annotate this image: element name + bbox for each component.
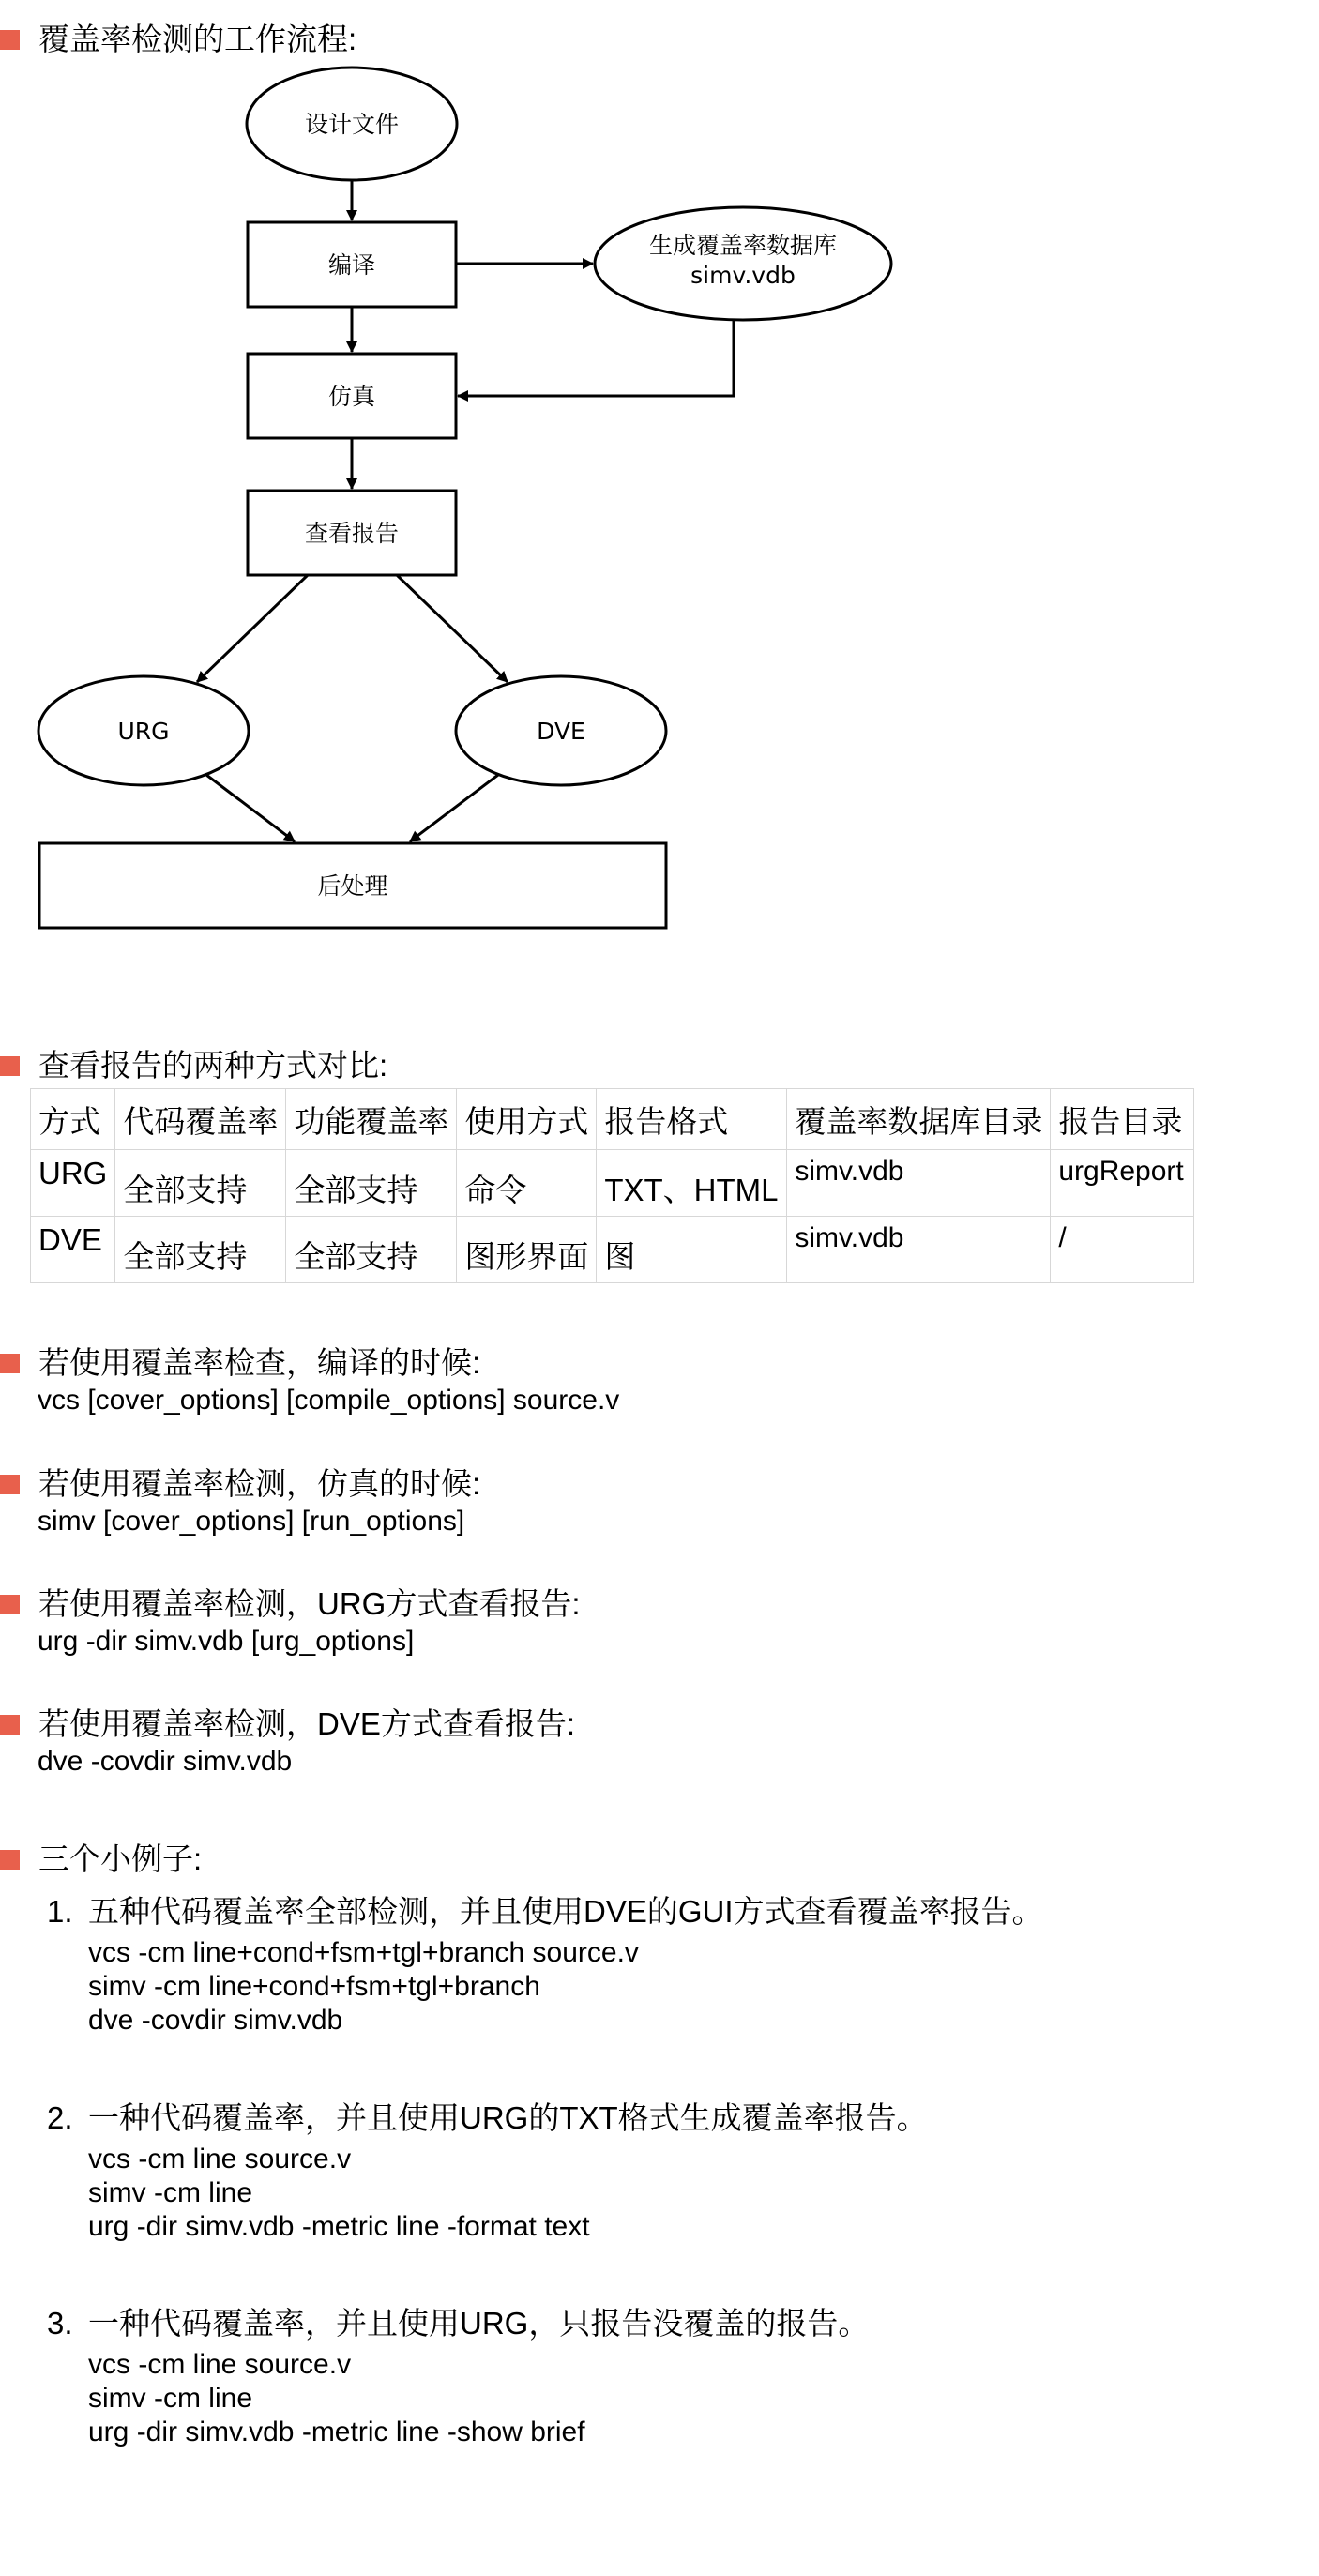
header-cell: 报告目录 [1051,1089,1194,1150]
examples-section-title-text: 三个小例子: [38,1841,203,1876]
coverage-flowchart [0,56,938,957]
node-urg-label: URG [117,718,170,745]
example-3-title [47,2303,869,2344]
example-3-line-1: vcs -cm line source.v [88,2349,352,2380]
example-number: 1. [47,1894,73,1929]
example-1-line-2: simv -cm line+cond+fsm+tgl+branch [88,1971,540,2002]
node-database-label: 生成覆盖率数据库 [648,232,838,259]
table-cell: 图 [597,1217,787,1283]
header-cell: 覆盖率数据库目录 [787,1089,1051,1150]
command-urg-title-text: 若使用覆盖率检测，URG方式查看报告: [38,1586,581,1621]
table-cell: urgReport [1051,1150,1194,1217]
table-cell: TXT、HTML [597,1150,787,1217]
command-simulate-title [0,1463,480,1505]
command-dve-title [0,1704,575,1745]
table-cell: simv.vdb [787,1217,1051,1283]
table-cell: 全部支持 [286,1150,457,1217]
command-compile-code: vcs [cover_options] [compile_options] source.v [38,1385,620,1416]
node-view-report-label: 查看报告 [304,520,400,547]
header-cell: 使用方式 [457,1089,597,1150]
square-bullet-icon [0,30,20,50]
node-compile-label: 编译 [327,251,376,279]
example-2-title [47,2098,928,2139]
example-2-line-2: simv -cm line [88,2177,253,2208]
table-cell: DVE [31,1217,115,1283]
example-3-line-2: simv -cm line [88,2383,253,2414]
header-cell: 功能覆盖率 [286,1089,457,1150]
square-bullet-icon [0,1354,20,1373]
node-database-file-label: simv.vdb [690,262,796,289]
header-cell: 报告格式 [597,1089,787,1150]
command-urg-code: urg -dir simv.vdb [urg_options] [38,1626,415,1657]
edge-urg-to-post [206,775,295,841]
table-cell: simv.vdb [787,1150,1051,1217]
table-row [31,1217,1194,1283]
table-cell: 全部支持 [115,1150,286,1217]
square-bullet-icon [0,1595,20,1614]
edge-dve-to-post [410,775,498,841]
example-2-line-3: urg -dir simv.vdb -metric line -format text [88,2211,590,2242]
example-number: 3. [47,2306,73,2341]
node-dve-label: DVE [537,718,585,745]
command-compile-title-text: 若使用覆盖率检查，编译的时候: [38,1345,481,1380]
command-dve-code: dve -covdir simv.vdb [38,1746,293,1777]
command-compile-title [0,1342,480,1384]
edge-database-to-simulate [458,320,734,396]
example-3-line-3: urg -dir simv.vdb -metric line -show brief [88,2417,585,2447]
flow-section-title [0,19,356,60]
example-1-line-1: vcs -cm line+cond+fsm+tgl+branch source.v [88,1937,639,1968]
example-1-title [47,1891,1043,1932]
node-design-file-label: 设计文件 [304,111,400,138]
table-cell: 全部支持 [286,1217,457,1283]
square-bullet-icon [0,1056,20,1076]
command-simulate-title-text: 若使用覆盖率检测，仿真的时候: [38,1466,481,1501]
header-cell: 代码覆盖率 [115,1089,286,1150]
example-1-line-3: dve -covdir simv.vdb [88,2005,343,2036]
command-urg-title [0,1583,581,1625]
table-cell: URG [31,1150,115,1217]
square-bullet-icon [0,1850,20,1870]
flow-section-title-text: 覆盖率检测的工作流程: [38,22,357,56]
square-bullet-icon [0,1715,20,1735]
comparison-table [30,1088,1194,1283]
example-2-line-1: vcs -cm line source.v [88,2144,352,2174]
examples-section-title [0,1839,202,1880]
example-title-text: 五种代码覆盖率全部检测，并且使用DVE的GUI方式查看覆盖率报告。 [88,1894,1043,1929]
example-title-text: 一种代码覆盖率，并且使用URG，只报告没覆盖的报告。 [88,2306,870,2341]
compare-section-title-text: 查看报告的两种方式对比: [38,1048,388,1083]
node-post-process-label: 后处理 [317,872,388,900]
header-cell: 方式 [31,1089,115,1150]
compare-section-title [0,1045,387,1086]
table-cell: 命令 [457,1150,597,1217]
table-row [31,1150,1194,1217]
table-header-row [31,1089,1194,1150]
node-simulate-label: 仿真 [327,383,376,410]
example-title-text: 一种代码覆盖率，并且使用URG的TXT格式生成覆盖率报告。 [88,2100,928,2135]
table-cell: / [1051,1217,1194,1283]
table-cell: 全部支持 [115,1217,286,1283]
edge-report-to-urg [197,575,308,682]
square-bullet-icon [0,1475,20,1494]
table-cell: 图形界面 [457,1217,597,1283]
command-dve-title-text: 若使用覆盖率检测，DVE方式查看报告: [38,1706,576,1741]
command-simulate-code: simv [cover_options] [run_options] [38,1506,465,1537]
edge-report-to-dve [397,575,508,682]
example-number: 2. [47,2100,73,2135]
